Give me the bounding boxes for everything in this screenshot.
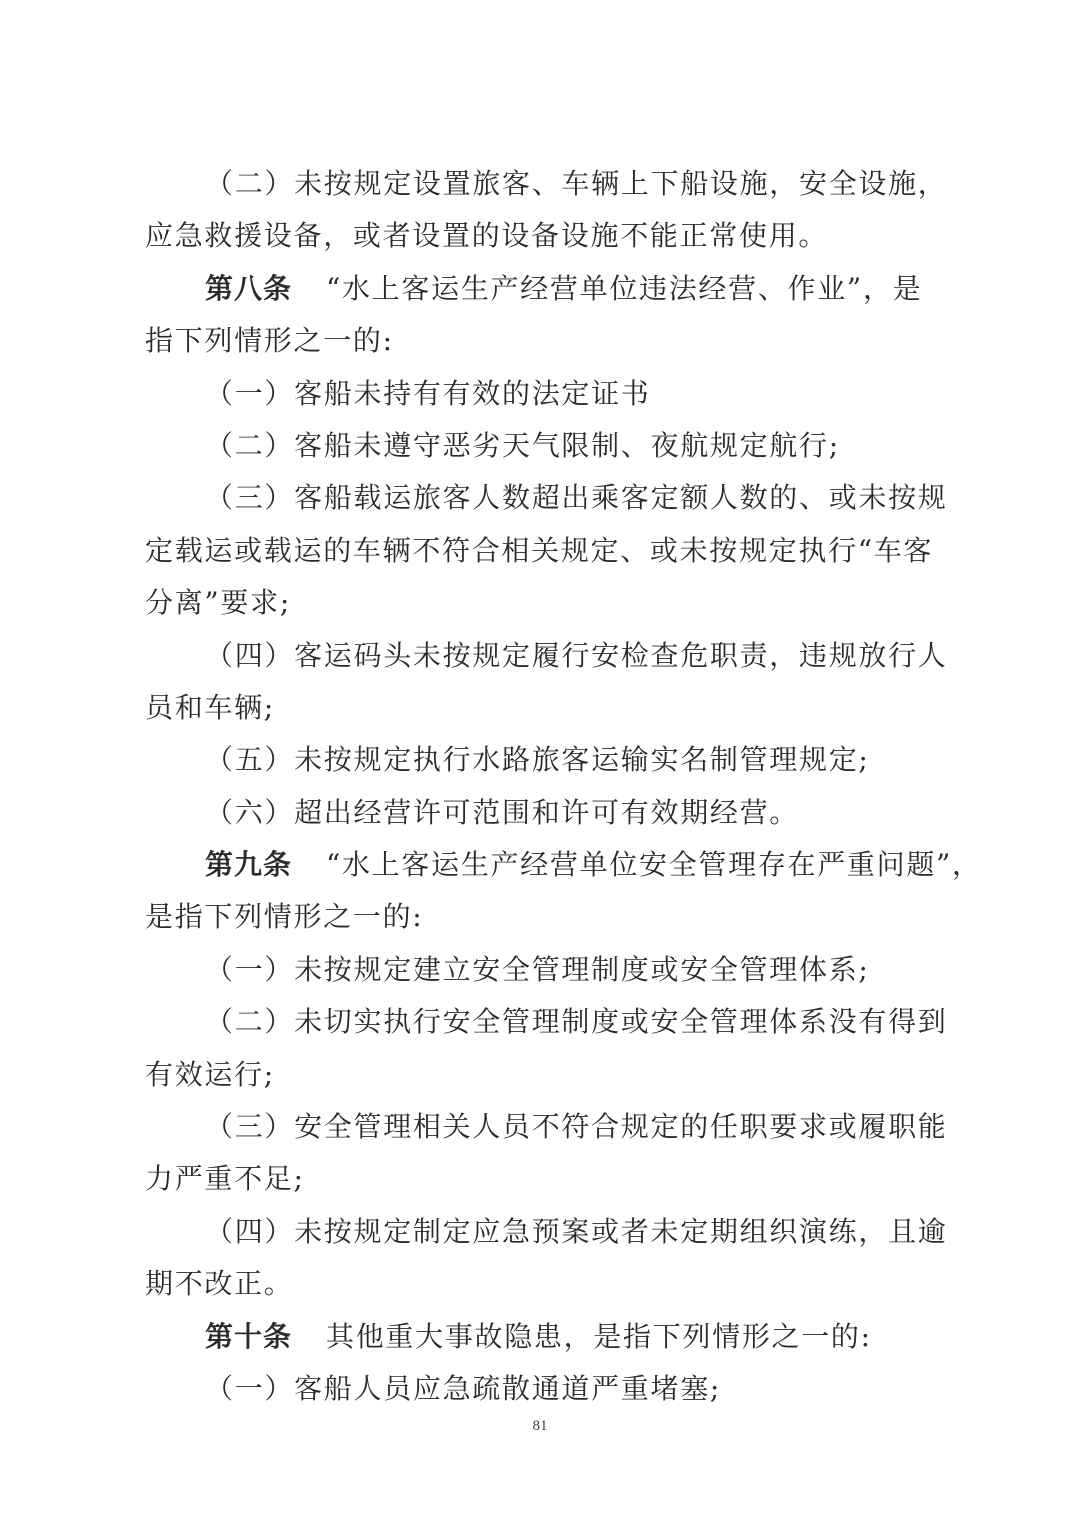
article-heading: 第九条 [205,848,293,882]
text-line [145,734,935,786]
text-line [145,472,948,524]
line-text: （一）客船人员应急疏散通道严重堵塞; [205,1371,722,1405]
line-text: “水上客运生产经营单位安全管理存在严重问题”， [326,848,982,882]
line-text: 指下列情形之一的: [145,324,394,358]
article-heading: 第十条 [205,1319,293,1353]
text-line [145,368,935,420]
text-line [145,944,935,996]
text-line [145,210,935,262]
line-text: （二）未按规定设置旅客、车辆上下船设施，安全设施， [205,167,948,200]
page-number: 81 [532,1418,548,1434]
text-line [145,996,948,1048]
text-line [145,420,935,472]
line-text: （四）客运码头未按规定履行安检查危职责，违规放行人 [205,638,948,672]
text-line [145,158,948,210]
text-line [145,891,935,943]
text-line [145,682,935,734]
line-text: 定载运或载运的车辆不符合相关规定、或未按规定执行“车客 [145,533,934,567]
line-text: 是指下列情形之一的: [145,900,424,934]
text-line [145,787,935,839]
line-text: 有效运行; [145,1057,275,1091]
text-line [145,630,948,682]
text-line [145,315,935,367]
line-text: （三）客船载运旅客人数超出乘客定额人数的、或未按规 [205,481,948,515]
article-line [145,1311,935,1363]
line-text: （五）未按规定执行水路旅客运输实名制管理规定; [205,743,870,777]
article-line [145,263,935,315]
line-text: 力严重不足; [145,1162,305,1196]
text-line [145,525,935,577]
article-heading: 第八条 [205,271,293,305]
line-text: 员和车辆; [145,690,275,724]
line-text: （三）安全管理相关人员不符合规定的任职要求或履职能 [205,1110,948,1144]
article-line [145,839,982,891]
text-line [145,1206,948,1258]
line-text: （六）超出经营许可范围和许可有效期经营。 [205,795,800,829]
line-text: “水上客运生产经营单位违法经营、作业”，是 [326,271,923,305]
line-text: （二）未切实执行安全管理制度或安全管理体系没有得到 [205,1005,948,1039]
text-line [145,1101,948,1153]
line-text: 分离”要求; [145,586,291,620]
line-text: （一）客船未持有有效的法定证书 [205,376,651,410]
text-line [145,1153,935,1205]
text-line [145,1363,935,1415]
line-text: 其他重大事故隐患，是指下列情形之一的: [326,1319,872,1353]
text-line [145,577,935,629]
line-text: 期不改正。 [145,1267,294,1301]
text-line [145,1049,935,1101]
line-text: （二）客船未遵守恶劣天气限制、夜航规定航行; [205,428,840,462]
line-text: （四）未按规定制定应急预案或者未定期组织演练，且逾 [205,1214,948,1248]
line-text: 应急救援设备，或者设置的设备设施不能正常使用。 [145,219,829,253]
line-text: （一）未按规定建立安全管理制度或安全管理体系; [205,952,870,986]
text-line [145,1258,935,1310]
document-body [145,158,982,1415]
